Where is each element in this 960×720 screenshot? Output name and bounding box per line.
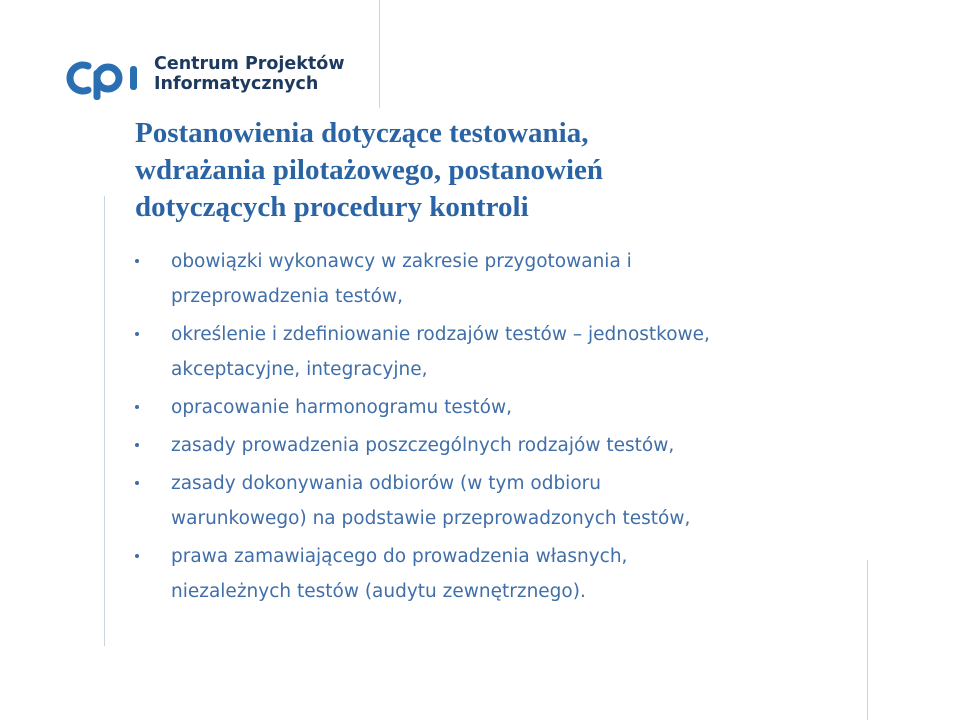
page-title: [135, 115, 835, 226]
divider-line-left: [104, 196, 105, 646]
list-item: [130, 317, 860, 387]
list-item-text-line: obowiązki wykonawcy w zakresie przygotowania i: [171, 251, 632, 272]
list-item-text-line: przeprowadzenia testów,: [171, 286, 403, 307]
title-line-1: Postanowienia dotyczące testowania,: [135, 117, 589, 149]
logo-text: [154, 54, 345, 94]
divider-line-top: [379, 0, 380, 108]
list-item-text-line: zasady dokonywania odbiorów (w tym odbioru: [171, 473, 601, 494]
title-line-3: dotyczących procedury kontroli: [135, 191, 529, 223]
list-item: [130, 466, 860, 536]
list-item-text-line: zasady prowadzenia poszczególnych rodzajów testów,: [171, 435, 675, 456]
bullet-dot-icon: [135, 443, 139, 447]
list-item-text-line: opracowanie harmonogramu testów,: [171, 397, 512, 418]
bullet-dot-icon: [135, 259, 139, 263]
list-item-text-line: warunkowego) na podstawie przeprowadzonych testów,: [171, 508, 691, 529]
logo: [62, 52, 362, 104]
logo-name-line1: Centrum Projektów: [154, 54, 345, 74]
list-item-text-line: określenie i zdefiniowanie rodzajów testów – jednostkowe,: [171, 324, 710, 345]
bullet-dot-icon: [135, 332, 139, 336]
logo-name-line2: Informatycznych: [154, 74, 319, 94]
list-item: [130, 539, 860, 609]
divider-line-right: [867, 560, 868, 720]
list-item-text-line: akceptacyjne, integracyjne,: [171, 359, 428, 380]
title-line-2: wdrażania pilotażowego, postanowień: [135, 154, 604, 186]
bullet-list: [130, 244, 860, 612]
list-item-text-line: niezależnych testów (audytu zewnętrznego).: [171, 581, 586, 602]
list-item: [130, 428, 860, 463]
bullet-dot-icon: [135, 481, 139, 485]
list-item-text-line: prawa zamawiającego do prowadzenia własnych,: [171, 546, 628, 567]
bullet-dot-icon: [135, 554, 139, 558]
cpi-logo-mark-icon: [62, 52, 152, 102]
list-item: [130, 244, 860, 314]
list-item: [130, 390, 860, 425]
bullet-dot-icon: [135, 405, 139, 409]
